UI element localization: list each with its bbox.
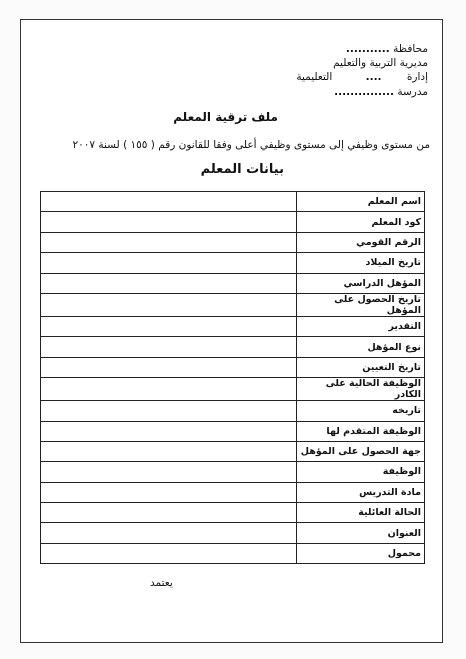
table-row (41, 337, 425, 357)
field-value[interactable] (41, 401, 297, 421)
document-subtitle: من مستوى وظيفي إلى مستوى وظيفي أعلى وفقا للقانون رقم ( ١٥٥ ) لسنة ٢٠٠٧ (72, 139, 430, 151)
field-label: الوظيفة المتقدم لها (297, 421, 425, 441)
field-value[interactable] (41, 462, 297, 482)
table-row (41, 543, 425, 563)
administration-label: إدارة (406, 71, 428, 83)
directorate-line (333, 57, 428, 69)
table-row (41, 316, 425, 336)
field-label: العنوان (297, 523, 425, 543)
field-label: اسم المعلم (297, 192, 425, 212)
table-row (41, 232, 425, 252)
field-value[interactable] (41, 523, 297, 543)
administration-suffix: التعليمية (296, 71, 333, 83)
approval-label: يعتمد (150, 577, 173, 589)
field-value[interactable] (41, 212, 297, 232)
section-title: بيانات المعلم (200, 162, 284, 177)
field-value[interactable] (41, 503, 297, 523)
field-label: محمول (297, 543, 425, 563)
field-value[interactable] (41, 192, 297, 212)
field-value[interactable] (41, 357, 297, 377)
governorate-line (346, 43, 428, 55)
field-label: التقدير (297, 316, 425, 336)
field-value[interactable] (41, 482, 297, 502)
field-value[interactable] (41, 273, 297, 293)
field-label: تاريخ الميلاد (297, 253, 425, 273)
field-label: تاريخ الحصول على المؤهل (297, 293, 425, 316)
table-row (41, 421, 425, 441)
table-row (41, 378, 425, 401)
field-value[interactable] (41, 253, 297, 273)
field-value[interactable] (41, 316, 297, 336)
field-label: نوع المؤهل (297, 337, 425, 357)
school-label: مدرسة (397, 86, 428, 98)
directorate-label: مديرية التربية والتعليم (333, 57, 428, 69)
governorate-blank: ........... (345, 43, 390, 55)
administration-line (296, 71, 428, 83)
field-value[interactable] (41, 421, 297, 441)
field-label: الرقم القومي (297, 232, 425, 252)
table-row (41, 212, 425, 232)
field-value[interactable] (41, 543, 297, 563)
table-row (41, 482, 425, 502)
table-row (41, 192, 425, 212)
school-blank: ............... (334, 86, 395, 98)
table-row (41, 441, 425, 461)
field-value[interactable] (41, 232, 297, 252)
table-row (41, 253, 425, 273)
field-label: تاريخه (297, 401, 425, 421)
table-row (41, 462, 425, 482)
table-row (41, 273, 425, 293)
field-value[interactable] (41, 378, 297, 401)
field-label: مادة التدريس (297, 482, 425, 502)
table-row (41, 293, 425, 316)
governorate-label: محافظة (393, 43, 428, 55)
table-row (41, 401, 425, 421)
field-value[interactable] (41, 337, 297, 357)
document-page (20, 19, 443, 643)
field-value[interactable] (41, 441, 297, 461)
field-label: الوظيفة الحالية على الكادر (297, 378, 425, 401)
administration-blank: .... (365, 71, 382, 83)
school-line (334, 86, 428, 98)
field-label: المؤهل الدراسي (297, 273, 425, 293)
field-label: كود المعلم (297, 212, 425, 232)
table-row (41, 503, 425, 523)
document-title: ملف ترقية المعلم (173, 110, 278, 124)
table-row (41, 523, 425, 543)
field-value[interactable] (41, 293, 297, 316)
teacher-data-table (40, 191, 425, 564)
field-label: جهة الحصول على المؤهل (297, 441, 425, 461)
field-label: الوظيفة (297, 462, 425, 482)
table-row (41, 357, 425, 377)
field-label: تاريخ التعيين (297, 357, 425, 377)
field-label: الحالة العائلية (297, 503, 425, 523)
